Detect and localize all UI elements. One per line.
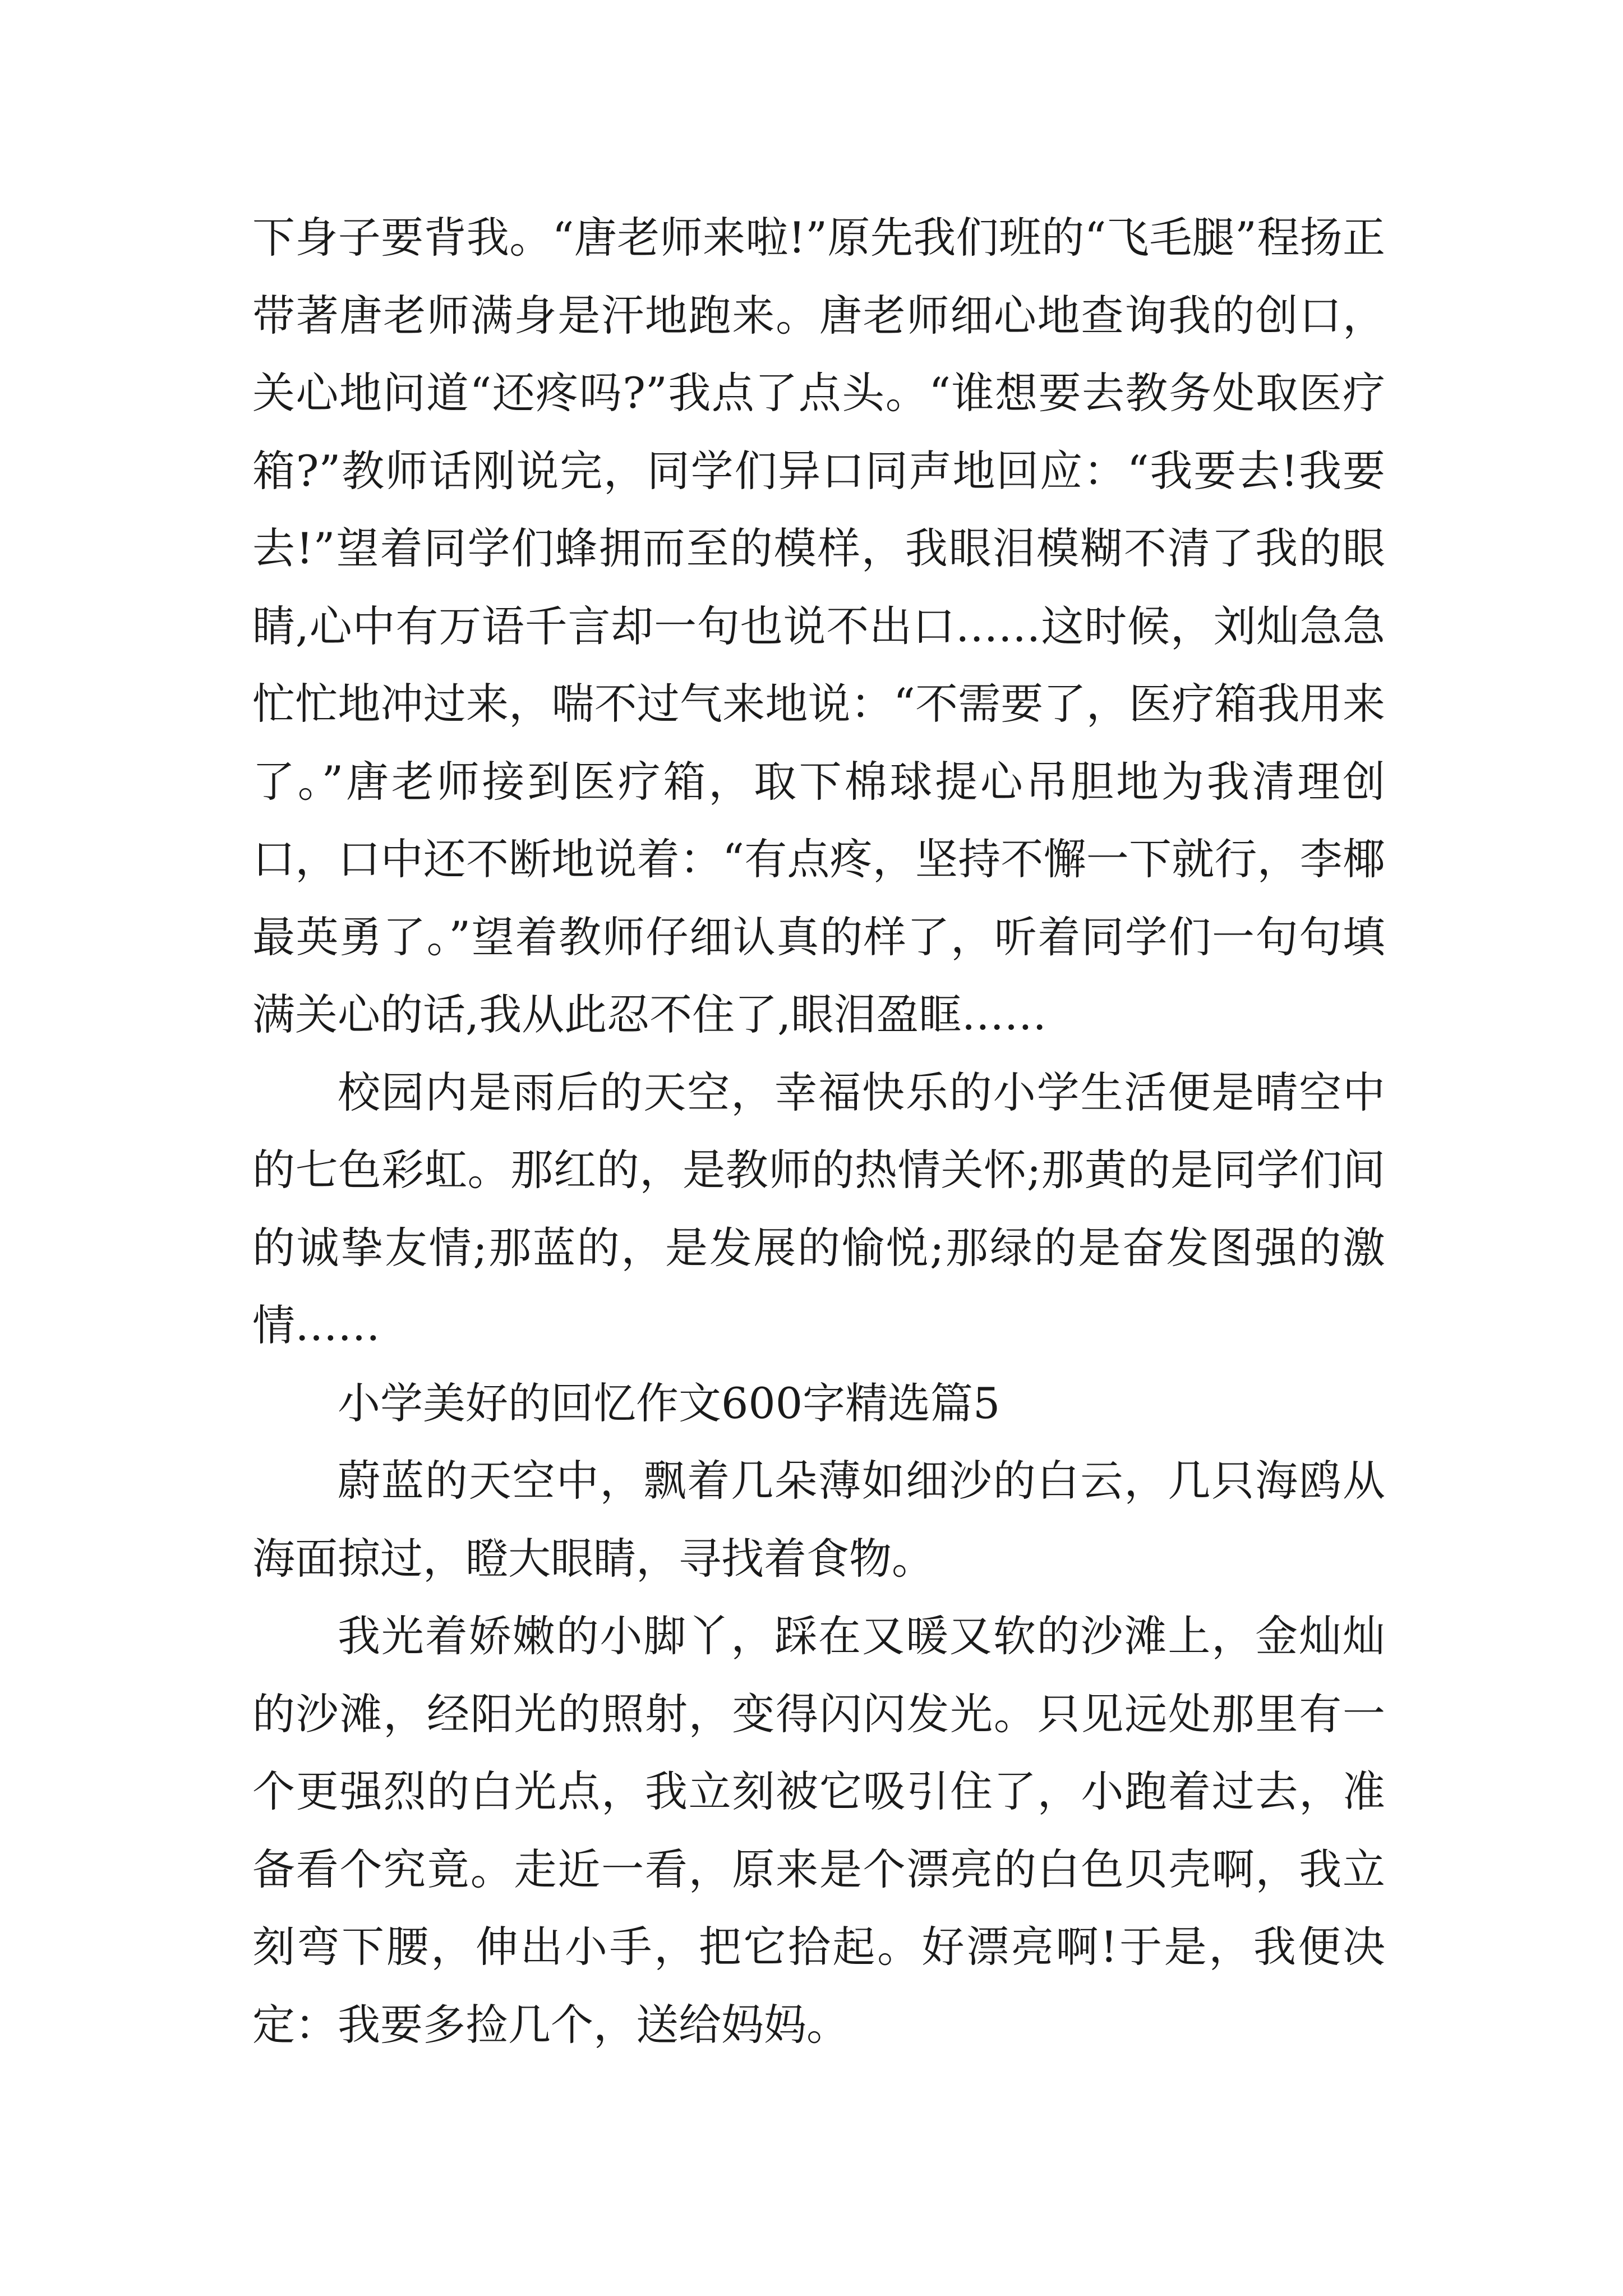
paragraph-sky: 蔚蓝的天空中，飘着几朵薄如细沙的白云，几只海鸥从海面掠过，瞪大眼睛，寻找着食物。 (252, 1456, 1385, 1584)
section-heading: 小学美好的回忆作文600字精选篇5 (338, 1378, 1000, 1428)
paragraph-beach: 我光着娇嫩的小脚丫，踩在又暖又软的沙滩上，金灿灿的沙滩，经阳光的照射，变得闪闪发光。只见远处那里有一个更强烈的白光点，我立刻被它吸引住了，小跑着过去，准备看个究竟。走近一看，原来是个漂亮的白色贝壳啊，我立刻弯下腰，伸出小手，把它拾起。好漂亮啊!于是，我便决定：我要多捡几个，送给妈妈。 (252, 1611, 1385, 2050)
paragraph-continued: 下身子要背我。“唐老师来啦!”原先我们班的“飞毛腿”程扬正带著唐老师满身是汗地跑来。唐老师细心地查询我的创口，关心地问道“还疼吗?”我点了点头。“谁想要去教务处取医疗箱?”教师话刚说完，同学们异口同声地回应：“我要去!我要去!”望着同学们蜂拥而至的模样，我眼泪模糊不清了我的眼睛,心中有万语千言却一句也说不出口……这时候，刘灿急急忙忙地冲过来，喘不过气来地说：“不需要了，医疗箱我用来了。”唐老师接到医疗箱，取下棉球提心吊胆地为我清理创口，口中还不断地说着：“有点疼，坚持不懈一下就行，李椰最英勇了。”望着教师仔细认真的样了，听着同学们一句句填满关心的话,我从此忍不住了,眼泪盈眶…… (252, 213, 1385, 1039)
paragraph-rainbow: 校园内是雨后的天空，幸福快乐的小学生活便是晴空中的七色彩虹。那红的，是教师的热情关怀;那黄的是同学们间的诚挚友情;那蓝的，是发展的愉悦;那绿的是奋发图强的激情…… (252, 1067, 1385, 1350)
document-body (252, 199, 1385, 2064)
